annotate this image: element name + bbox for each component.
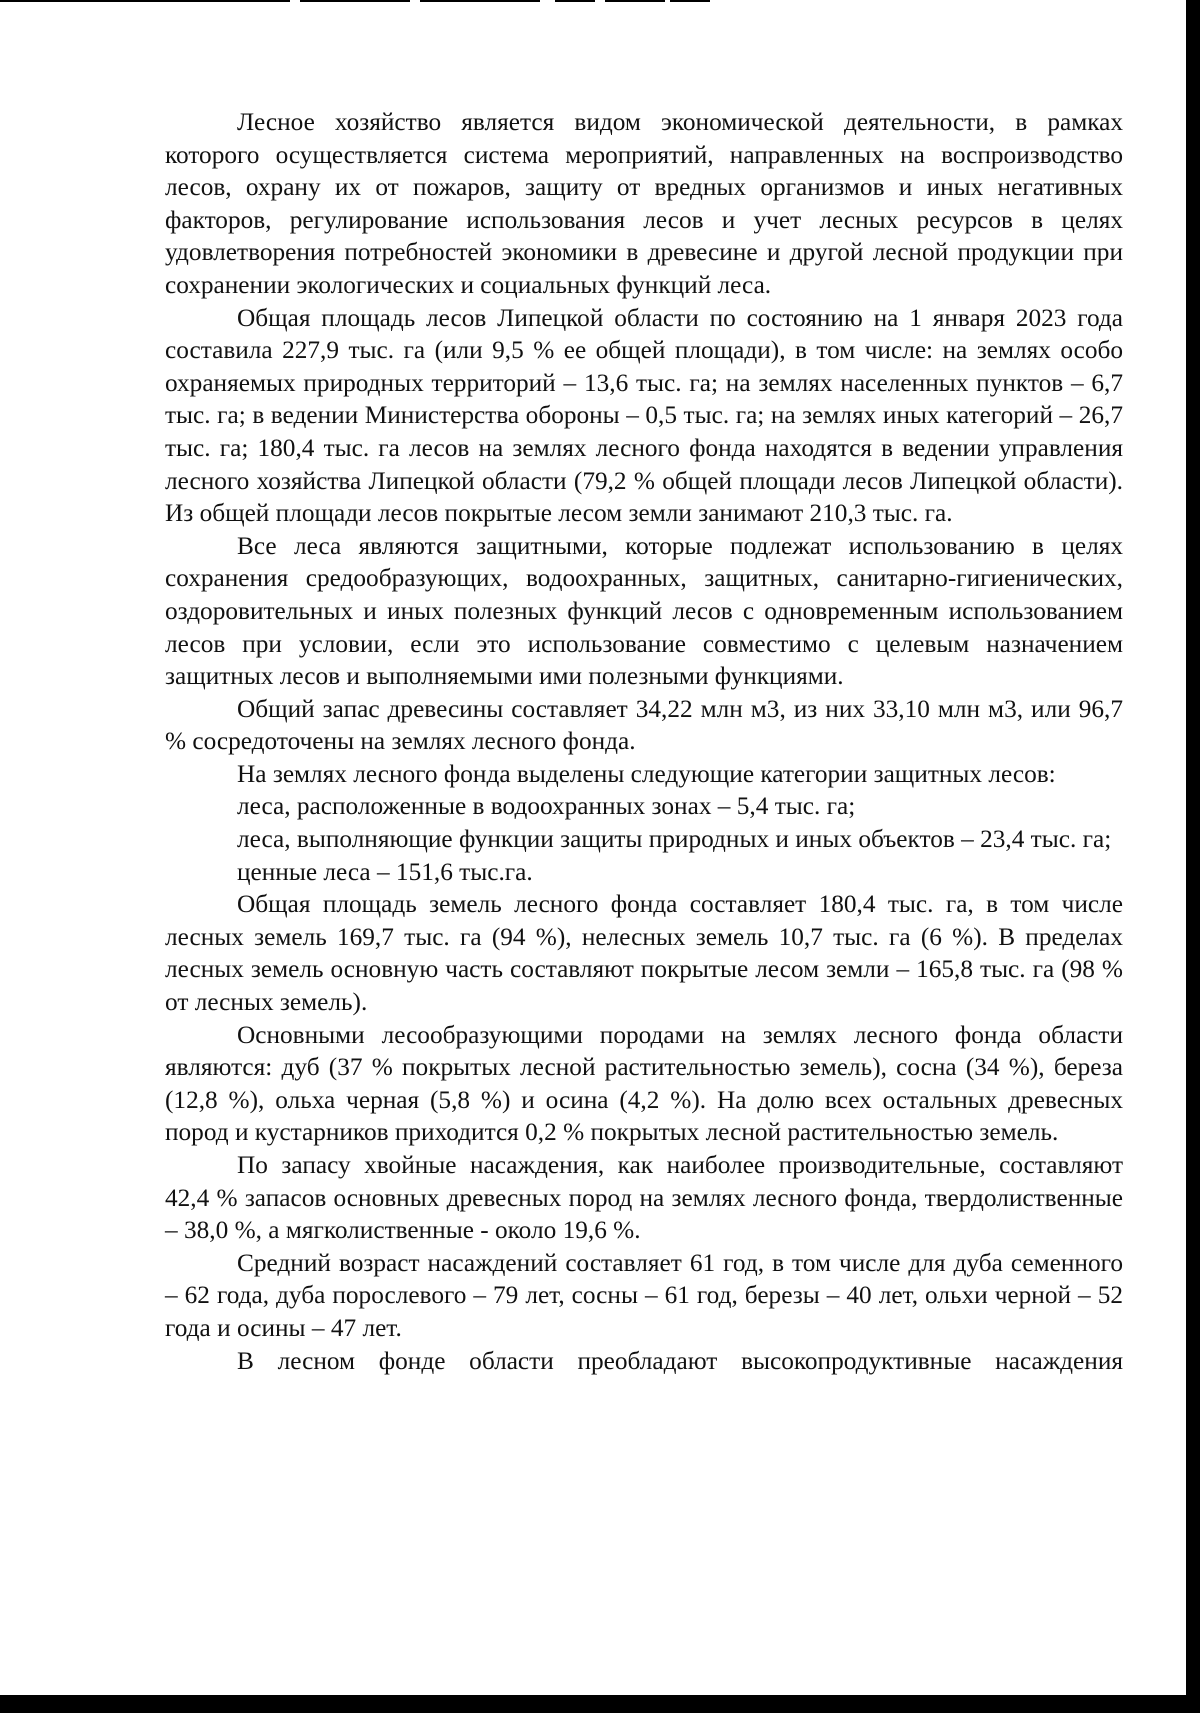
paragraph-land-area: Общая площадь земель лесного фонда составляет 180,4 тыс. га, в том числе лесных земель 169,7 тыс. га (94 %), нелесных земель 10,7 тыс. га (6 %). В пределах лесных земель основную часть составляют покрытые лесом земли – 165,8 тыс. га (98 % от лесных земель). [165, 890, 1123, 1017]
paragraph-productive-stands: В лесном фонде области преобладают высокопродуктивные насаждения [237, 1346, 1123, 1375]
paragraph-average-age: Средний возраст насаждений составляет 61 год, в том числе для дуба семенного – 62 года, дуба порослевого – 79 лет, сосны – 61 год, березы – 40 лет, ольхи черной – 52 года и осины – 47 лет. [165, 1248, 1123, 1342]
paragraph-category-water: леса, расположенные в водоохранных зонах – 5,4 тыс. га; [237, 792, 856, 821]
paragraph-categories-intro: На землях лесного фонда выделены следующие категории защитных лесов: [237, 759, 1056, 788]
paragraph-forest-area: Общая площадь лесов Липецкой области по состоянию на 1 января 2023 года составила 227,9 тыс. га (или 9,5 % ее общей площади), в том числе: на землях особо охраняемых природных территорий – 13,6 тыс. га; на землях населенных пунктов – 6,7 тыс. га; в ведении Министерства обороны – 0,5 тыс. га; на землях иных категорий – 26,7 тыс. га; 180,4 тыс. га лесов на землях лесного фонда находятся в ведении управления лесного хозяйства Липецкой области (79,2 % общей площади лесов Липецкой области). Из общей площади лесов покрытые лесом земли занимают 210,3 тыс. га. [165, 303, 1123, 528]
paragraph-forestry-definition: Лесное хозяйство является видом экономической деятельности, в рамках которого осуществляется система мероприятий, направленных на воспроизводство лесов, охрану их от пожаров, защиту от вредных организмов и иных негативных факторов, регулирование использования лесов и учет лесных ресурсов в целях удовлетворения потребностей экономики в древесине и другой лесной продукции при сохранении экологических и социальных функций леса. [165, 108, 1123, 299]
paragraph-category-valuable: ценные леса – 151,6 тыс.га. [237, 857, 533, 886]
scan-edge-marks [0, 0, 720, 4]
paragraph-category-protection: леса, выполняющие функции защиты природных и иных объектов – 23,4 тыс. га; [237, 825, 1112, 854]
paragraph-stock-by-type: По запасу хвойные насаждения, как наиболее производительные, составляют 42,4 % запасов основных древесных пород на землях лесного фонда, твердолиственные – 38,0 %, а мягколиственные - около 19,6 %. [165, 1151, 1123, 1245]
document-body [165, 106, 1123, 1377]
paragraph-timber-stock: Общий запас древесины составляет 34,22 млн м3, из них 33,10 млн м3, или 96,7 % сосредоточены на землях лесного фонда. [165, 694, 1123, 756]
paragraph-tree-species: Основными лесообразующими породами на землях лесного фонда области являются: дуб (37 % покрытых лесной растительностью земель), сосна (34 %), береза (12,8 %), ольха черная (5,8 %) и осина (4,2 %). На долю всех остальных древесных пород и кустарников приходится 0,2 % покрытых лесной растительностью земель. [165, 1020, 1123, 1147]
paragraph-protective-forests: Все леса являются защитными, которые подлежат использованию в целях сохранения средообразующих, водоохранных, защитных, санитарно-гигиенических, оздоровительных и иных полезных функций лесов с одновременным использованием лесов при условии, если это использование совместимо с целевым назначением защитных лесов и выполняемыми ими полезными функциями. [165, 531, 1123, 691]
